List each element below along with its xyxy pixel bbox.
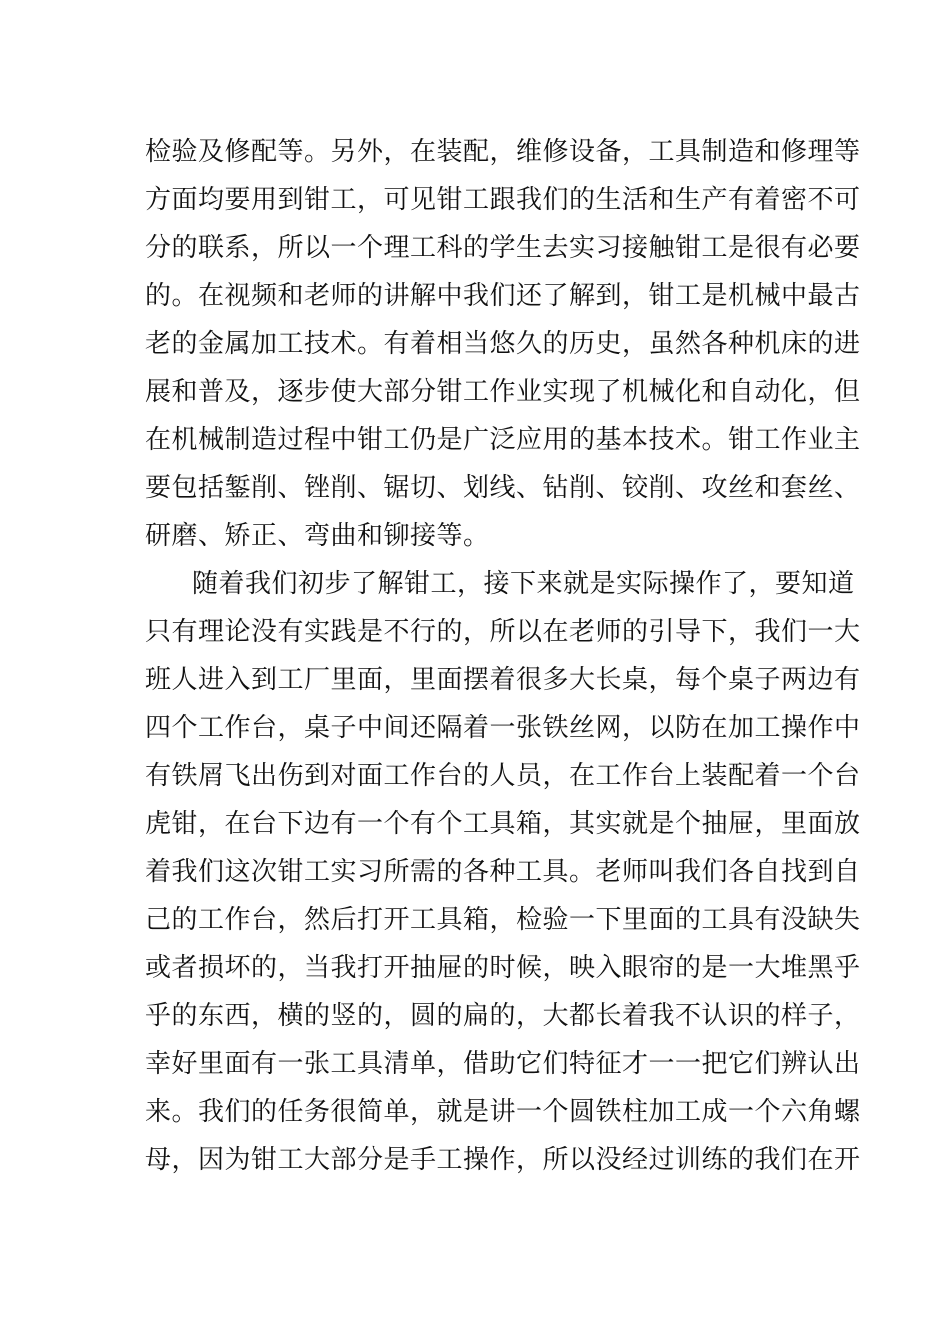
text-line: 的。在视频和老师的讲解中我们还了解到，钳工是机械中最古	[145, 281, 861, 311]
paragraph-1	[145, 128, 861, 560]
document-body	[145, 128, 861, 1184]
text-line: 己的工作台，然后打开工具箱，检验一下里面的工具有没缺失	[145, 905, 861, 935]
text-line: 母，因为钳工大部分是手工操作，所以没经过训练的我们在开	[145, 1145, 861, 1175]
text-line: 有铁屑飞出伤到对面工作台的人员，在工作台上装配着一个台	[145, 761, 861, 791]
text-line: 班人进入到工厂里面，里面摆着很多大长桌，每个桌子两边有	[145, 665, 861, 695]
text-line: 只有理论没有实践是不行的，所以在老师的引导下，我们一大	[145, 617, 861, 647]
text-line: 着我们这次钳工实习所需的各种工具。老师叫我们各自找到自	[145, 857, 861, 887]
text-line: 或者损坏的，当我打开抽屉的时候，映入眼帘的是一大堆黑乎	[145, 953, 861, 983]
text-line: 在机械制造过程中钳工仍是广泛应用的基本技术。钳工作业主	[145, 425, 861, 455]
text-line: 检验及修配等。另外，在装配，维修设备，工具制造和修理等	[145, 137, 861, 167]
text-line: 来。我们的任务很简单，就是讲一个圆铁柱加工成一个六角螺	[145, 1097, 861, 1127]
text-line: 老的金属加工技术。有着相当悠久的历史，虽然各种机床的进	[145, 329, 861, 359]
text-line: 虎钳，在台下边有一个有个工具箱，其实就是个抽屉，里面放	[145, 809, 861, 839]
text-line: 展和普及，逐步使大部分钳工作业实现了机械化和自动化，但	[145, 377, 861, 407]
text-line: 幸好里面有一张工具清单，借助它们特征才一一把它们辨认出	[145, 1049, 861, 1079]
text-line: 要包括錾削、锉削、锯切、划线、钻削、铰削、攻丝和套丝、	[145, 473, 861, 503]
text-line: 四个工作台，桌子中间还隔着一张铁丝网，以防在加工操作中	[145, 713, 861, 743]
text-line: 随着我们初步了解钳工，接下来就是实际操作了，要知道	[192, 569, 855, 599]
text-line: 研磨、矫正、弯曲和铆接等。	[145, 521, 490, 551]
text-line: 方面均要用到钳工，可见钳工跟我们的生活和生产有着密不可	[145, 185, 861, 215]
paragraph-2	[145, 560, 861, 1184]
text-line: 分的联系，所以一个理工科的学生去实习接触钳工是很有必要	[145, 233, 861, 263]
text-line: 乎的东西，横的竖的，圆的扁的，大都长着我不认识的样子，	[145, 1001, 861, 1031]
